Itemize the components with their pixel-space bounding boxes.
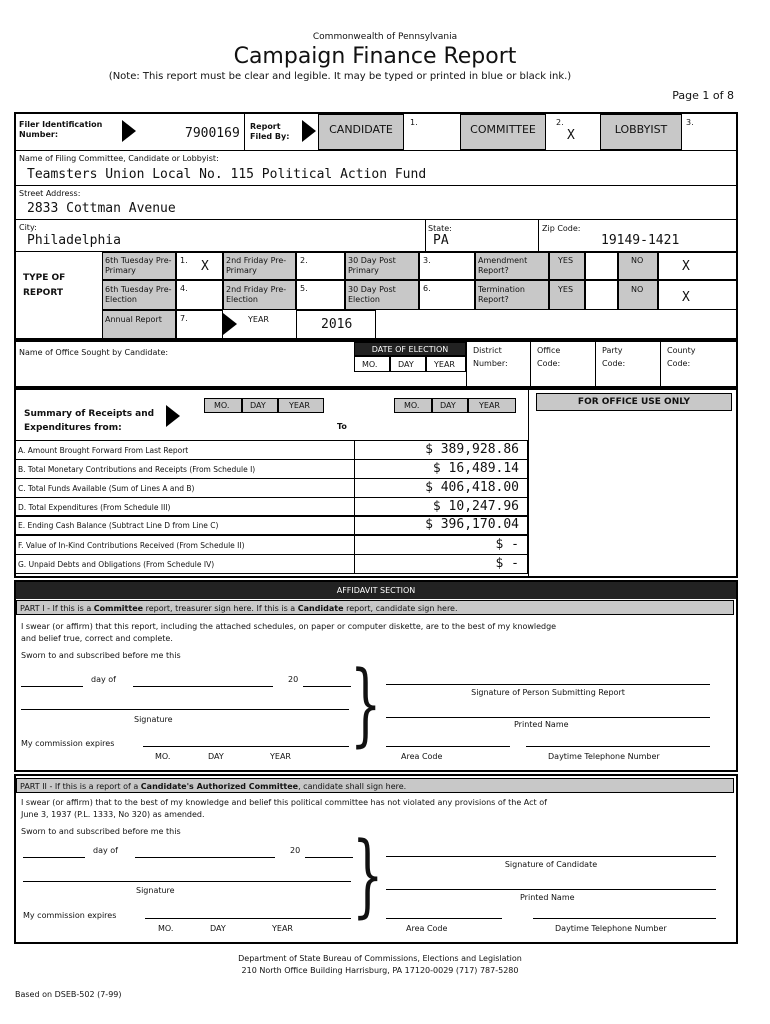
form-version: Based on DSEB-502 (7-99) bbox=[15, 990, 122, 999]
summary-row-value[interactable]: $ 389,928.86 bbox=[425, 442, 519, 457]
page-title: Campaign Finance Report bbox=[233, 44, 517, 69]
phone-line[interactable] bbox=[526, 746, 710, 747]
amendment-yes-box[interactable] bbox=[585, 252, 618, 280]
amendment-no-box[interactable]: X bbox=[658, 252, 737, 280]
opt3-box[interactable]: 3. bbox=[419, 252, 475, 280]
committee-checkmark[interactable]: X bbox=[567, 128, 575, 143]
to-label: To bbox=[337, 422, 347, 431]
day-of-line[interactable] bbox=[133, 686, 273, 687]
swear2-text-1: I swear (or affirm) that to the best of my knowledge and belief this political committee has not violated any provisions of the Act of bbox=[21, 798, 547, 807]
summary-row-label: E. Ending Cash Balance (Subtract Line D from Line C) bbox=[18, 521, 219, 530]
city-value[interactable]: Philadelphia bbox=[27, 233, 121, 248]
signature-line[interactable] bbox=[386, 684, 710, 685]
summary-row bbox=[16, 497, 528, 517]
summary-row bbox=[16, 459, 528, 479]
summary-row-label: B. Total Monetary Contributions and Receipts (From Schedule I) bbox=[18, 465, 256, 474]
filer-id-value[interactable]: 7900169 bbox=[185, 126, 240, 141]
summary-row bbox=[16, 515, 528, 535]
affidavit-heading: AFFIDAVIT SECTION bbox=[16, 582, 736, 599]
opt7-box[interactable]: 7. bbox=[176, 310, 223, 339]
candidate-option[interactable]: CANDIDATE bbox=[318, 114, 404, 150]
arrow-icon bbox=[223, 313, 237, 335]
summary-row bbox=[16, 440, 528, 460]
committee-option[interactable]: COMMITTEE bbox=[460, 114, 546, 150]
street-label: Street Address: bbox=[19, 189, 81, 198]
footer-line-2: 210 North Office Building Harrisburg, PA 17120-0029 (717) 787-5280 bbox=[241, 966, 519, 975]
zip-label: Zip Code: bbox=[542, 224, 581, 233]
state-label: State: bbox=[428, 224, 452, 233]
district-label: District Number: bbox=[473, 346, 508, 368]
name-value[interactable]: Teamsters Union Local No. 115 Political Action Fund bbox=[27, 167, 427, 182]
party-code-label: Party Code: bbox=[602, 346, 626, 368]
summary-row bbox=[16, 478, 528, 498]
office-sought-label: Name of Office Sought by Candidate: bbox=[19, 348, 169, 357]
swear2-text-2: June 3, 1937 (P.L. 1333, No 320) as amended. bbox=[21, 810, 205, 819]
name-label: Name of Filing Committee, Candidate or Lobbyist: bbox=[19, 154, 219, 163]
sworn-text: Sworn to and subscribed before me this bbox=[21, 651, 181, 660]
brace-icon: } bbox=[352, 823, 384, 928]
city-label: City: bbox=[19, 223, 37, 232]
lobbyist-option[interactable]: LOBBYIST bbox=[600, 114, 682, 150]
brace-icon: } bbox=[350, 652, 382, 757]
street-value[interactable]: 2833 Cottman Avenue bbox=[27, 201, 176, 216]
type-of-report-label: TYPE OF REPORT bbox=[23, 273, 66, 298]
summary-row bbox=[16, 554, 528, 574]
swear-text-1: I swear (or affirm) that this report, including the attached schedules, on paper or computer diskette, are to the best of my knowledge bbox=[21, 622, 557, 631]
year-label: YEAR bbox=[248, 315, 269, 324]
swear-text-2: and belief true, correct and complete. bbox=[21, 634, 173, 643]
opt1-box[interactable]: 1. X bbox=[176, 252, 223, 280]
summary-row-label: F. Value of In-Kind Contributions Received (From Schedule II) bbox=[18, 541, 245, 550]
filer-id-label: Filer Identification Number: bbox=[19, 120, 103, 139]
arrow-icon bbox=[302, 120, 316, 142]
filed-by-label: Report Filed By: bbox=[250, 122, 290, 141]
summary-row-value[interactable]: $ 396,170.04 bbox=[425, 517, 519, 532]
summary-row-label: C. Total Funds Available (Sum of Lines A and B) bbox=[18, 484, 195, 493]
summary-row-value[interactable]: $ 406,418.00 bbox=[425, 480, 519, 495]
year-field[interactable]: 2016 bbox=[296, 310, 376, 339]
footer-line-1: Department of State Bureau of Commissions, Elections and Legislation bbox=[238, 954, 522, 963]
opt6-box[interactable]: 6. bbox=[419, 280, 475, 310]
office-use-banner: FOR OFFICE USE ONLY bbox=[536, 393, 732, 411]
part2-banner: PART II - If this is a report of a Candidate's Authorized Committee, candidate shall sign here. bbox=[16, 778, 734, 793]
office-code-label: Office Code: bbox=[537, 346, 561, 368]
state-value[interactable]: PA bbox=[433, 233, 449, 248]
summary-row-value[interactable]: $ - bbox=[495, 556, 519, 571]
summary-row-label: A. Amount Brought Forward From Last Report bbox=[18, 446, 189, 455]
summary-row-value[interactable]: $ 16,489.14 bbox=[432, 461, 519, 476]
opt5-box[interactable]: 5. bbox=[296, 280, 345, 310]
legibility-note: (Note: This report must be clear and legible. It may be typed or printed in blue or black ink.) bbox=[108, 71, 572, 82]
zip-value[interactable]: 19149-1421 bbox=[601, 233, 680, 248]
termination-yes-box[interactable] bbox=[585, 280, 618, 310]
summary-row bbox=[16, 535, 528, 555]
part1-banner: PART I - If this is a Committee report, treasurer sign here. If this is a Candidate report, candidate sign here. bbox=[16, 600, 734, 615]
sworn2-text: Sworn to and subscribed before me this bbox=[21, 827, 181, 836]
page-number: Page 1 of 8 bbox=[672, 89, 734, 102]
candidate-signature-line[interactable] bbox=[386, 856, 716, 857]
printed-name-line[interactable] bbox=[386, 717, 710, 718]
county-code-label: County Code: bbox=[667, 346, 696, 368]
opt2-box[interactable]: 2. bbox=[296, 252, 345, 280]
opt4-box[interactable]: 4. bbox=[176, 280, 223, 310]
arrow-icon bbox=[122, 120, 136, 142]
summary-row-value[interactable]: $ 10,247.96 bbox=[432, 499, 519, 514]
summary-row-label: G. Unpaid Debts and Obligations (From Schedule IV) bbox=[18, 560, 215, 569]
commonwealth-heading: Commonwealth of Pennsylvania bbox=[312, 32, 458, 42]
area-code-line[interactable] bbox=[386, 746, 510, 747]
summary-title: Summary of Receipts and Expenditures from: bbox=[24, 409, 155, 433]
summary-row-value[interactable]: $ - bbox=[495, 537, 519, 552]
opt1-checkmark[interactable]: X bbox=[201, 259, 209, 274]
arrow-icon bbox=[166, 405, 180, 427]
notary-signature-line[interactable] bbox=[21, 709, 349, 710]
termination-no-box[interactable]: X bbox=[658, 280, 737, 310]
summary-row-label: D. Total Expenditures (From Schedule III) bbox=[18, 503, 171, 512]
